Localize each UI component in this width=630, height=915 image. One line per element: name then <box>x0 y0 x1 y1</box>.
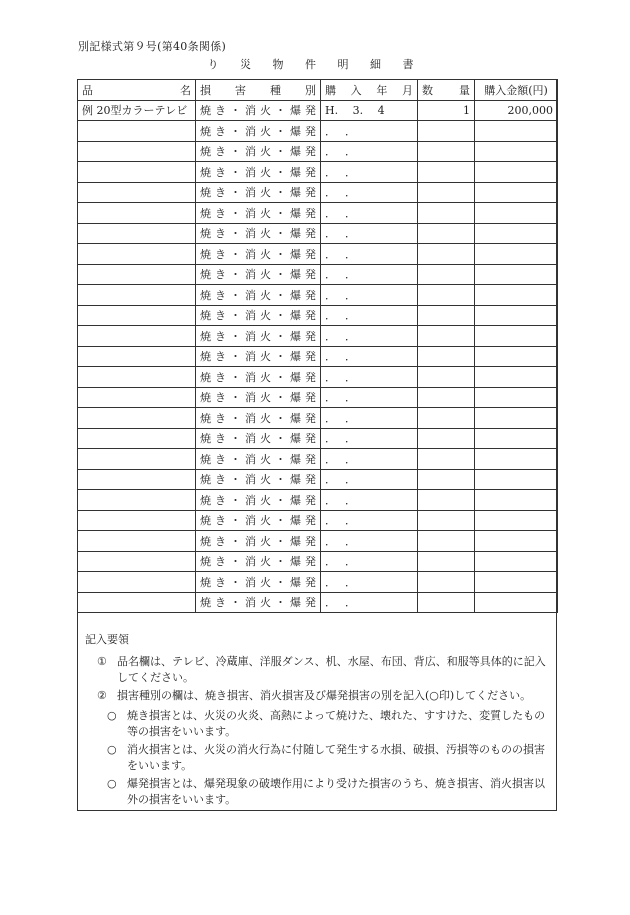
amount-cell[interactable] <box>475 326 558 347</box>
amount-cell[interactable] <box>475 162 558 183</box>
amount-cell[interactable] <box>475 551 558 572</box>
item-name-cell[interactable] <box>78 387 196 408</box>
damage-type-cell[interactable]: 焼き・消火・爆発 <box>196 285 321 306</box>
amount-cell[interactable] <box>475 367 558 388</box>
item-name-cell[interactable] <box>78 469 196 490</box>
purchase-date-cell[interactable]: ． ． <box>321 387 418 408</box>
damage-type-cell[interactable]: 焼き・消火・爆発 <box>196 244 321 265</box>
example-row <box>78 100 558 121</box>
item-name-cell[interactable] <box>78 285 196 306</box>
quantity-cell[interactable] <box>418 244 475 265</box>
entry-row <box>78 182 558 203</box>
damage-type-cell[interactable]: 焼き・消火・爆発 <box>196 531 321 552</box>
amount-cell[interactable] <box>475 387 558 408</box>
amount-cell[interactable] <box>475 182 558 203</box>
amount-cell[interactable] <box>475 264 558 285</box>
amount-cell[interactable] <box>475 469 558 490</box>
item-name-cell[interactable] <box>78 408 196 429</box>
item-name-cell[interactable] <box>78 162 196 183</box>
header-purchase-amount: 購入金額(円) <box>475 80 558 101</box>
entry-row <box>78 367 558 388</box>
purchase-date-cell[interactable]: ． ． <box>321 264 418 285</box>
purchase-date-cell[interactable]: ． ． <box>321 305 418 326</box>
quantity-cell[interactable] <box>418 387 475 408</box>
purchase-date-cell[interactable]: ． ． <box>321 408 418 429</box>
amount-cell[interactable] <box>475 510 558 531</box>
instructions-heading: 記入要領 <box>85 633 129 646</box>
quantity-cell[interactable] <box>418 531 475 552</box>
item-name-cell[interactable] <box>78 551 196 572</box>
quantity-cell[interactable] <box>418 162 475 183</box>
purchase-date-cell[interactable]: ． ． <box>321 244 418 265</box>
damage-type-cell[interactable]: 焼き・消火・爆発 <box>196 572 321 593</box>
purchase-date-cell[interactable]: ． ． <box>321 490 418 511</box>
item-name-cell[interactable] <box>78 510 196 531</box>
quantity-cell[interactable] <box>418 408 475 429</box>
quantity-cell[interactable] <box>418 141 475 162</box>
amount-cell[interactable] <box>475 449 558 470</box>
item-name-cell[interactable] <box>78 203 196 224</box>
item-name-cell[interactable] <box>78 182 196 203</box>
example-quantity: 1 <box>418 100 475 121</box>
item-name-cell[interactable] <box>78 244 196 265</box>
header-purchase-date: 購入年月 <box>321 80 418 101</box>
purchase-date-cell[interactable]: ． ． <box>321 285 418 306</box>
purchase-date-cell[interactable]: ． ． <box>321 367 418 388</box>
amount-cell[interactable] <box>475 346 558 367</box>
quantity-cell[interactable] <box>418 182 475 203</box>
quantity-cell[interactable] <box>418 551 475 572</box>
amount-cell[interactable] <box>475 285 558 306</box>
damage-type-cell[interactable]: 焼き・消火・爆発 <box>196 346 321 367</box>
amount-cell[interactable] <box>475 305 558 326</box>
item-name-cell[interactable] <box>78 223 196 244</box>
entry-row <box>78 428 558 449</box>
entry-row <box>78 408 558 429</box>
quantity-cell[interactable] <box>418 305 475 326</box>
damage-type-cell[interactable]: 焼き・消火・爆発 <box>196 326 321 347</box>
item-name-cell[interactable] <box>78 326 196 347</box>
entry-row <box>78 264 558 285</box>
item-name-cell[interactable] <box>78 449 196 470</box>
quantity-cell[interactable] <box>418 203 475 224</box>
instruction-marker: ② <box>97 689 107 702</box>
entry-row <box>78 387 558 408</box>
amount-cell[interactable] <box>475 428 558 449</box>
amount-cell[interactable] <box>475 141 558 162</box>
quantity-cell[interactable] <box>418 592 475 613</box>
purchase-date-cell[interactable]: ． ． <box>321 141 418 162</box>
damage-type-cell[interactable]: 焼き・消火・爆発 <box>196 141 321 162</box>
instruction-text: 品名欄は、テレビ、冷蔵庫、洋服ダンス、机、水屋、布団、背広、和服等具体的に記入 してください。 <box>117 655 546 684</box>
instruction-marker: ○ <box>107 743 117 756</box>
purchase-date-cell[interactable]: ． ． <box>321 428 418 449</box>
quantity-cell[interactable] <box>418 121 475 142</box>
purchase-date-cell[interactable]: ． ． <box>321 346 418 367</box>
instruction-text: 損害種別の欄は、焼き損害、消火損害及び爆発損害の別を記入(○印)してください。 <box>117 689 532 702</box>
quantity-cell[interactable] <box>418 449 475 470</box>
purchase-date-cell[interactable]: ． ． <box>321 162 418 183</box>
amount-cell[interactable] <box>475 572 558 593</box>
entry-row <box>78 244 558 265</box>
entry-row <box>78 121 558 142</box>
entry-row <box>78 162 558 183</box>
purchase-date-cell[interactable]: ． ． <box>321 203 418 224</box>
item-name-cell[interactable] <box>78 531 196 552</box>
purchase-date-cell[interactable]: ． ． <box>321 572 418 593</box>
damage-type-cell[interactable]: 焼き・消火・爆発 <box>196 367 321 388</box>
entry-row <box>78 141 558 162</box>
purchase-date-cell[interactable]: ． ． <box>321 223 418 244</box>
item-name-cell[interactable] <box>78 490 196 511</box>
entry-row <box>78 469 558 490</box>
amount-cell[interactable] <box>475 408 558 429</box>
amount-cell[interactable] <box>475 244 558 265</box>
table-header-row <box>78 80 558 101</box>
quantity-cell[interactable] <box>418 367 475 388</box>
amount-cell[interactable] <box>475 121 558 142</box>
item-name-cell[interactable] <box>78 592 196 613</box>
quantity-cell[interactable] <box>418 510 475 531</box>
entry-row <box>78 490 558 511</box>
damaged-items-table <box>77 79 558 613</box>
entry-row <box>78 551 558 572</box>
damage-type-cell[interactable]: 焼き・消火・爆発 <box>196 223 321 244</box>
purchase-date-cell[interactable]: ． ． <box>321 551 418 572</box>
example-amount: 200,000 <box>475 100 558 121</box>
header-item-name: 品名 <box>78 80 196 101</box>
entry-row <box>78 326 558 347</box>
damage-type-cell[interactable]: 焼き・消火・爆発 <box>196 305 321 326</box>
damage-type-cell[interactable]: 焼き・消火・爆発 <box>196 428 321 449</box>
purchase-date-cell[interactable]: ． ． <box>321 510 418 531</box>
damage-type-cell[interactable]: 焼き・消火・爆発 <box>196 203 321 224</box>
header-quantity: 数量 <box>418 80 475 101</box>
form-reference: 別記様式第９号(第40条関係) <box>78 40 227 53</box>
damage-type-cell[interactable]: 焼き・消火・爆発 <box>196 162 321 183</box>
item-name-cell[interactable] <box>78 141 196 162</box>
entry-row <box>78 531 558 552</box>
quantity-cell[interactable] <box>418 572 475 593</box>
quantity-cell[interactable] <box>418 469 475 490</box>
quantity-cell[interactable] <box>418 285 475 306</box>
item-name-cell[interactable] <box>78 367 196 388</box>
example-purchase-date: H. 3. 4 <box>321 100 418 121</box>
purchase-date-cell[interactable]: ． ． <box>321 182 418 203</box>
entry-row <box>78 305 558 326</box>
purchase-date-cell[interactable]: ． ． <box>321 531 418 552</box>
instruction-marker: ○ <box>107 777 117 790</box>
entry-row <box>78 285 558 306</box>
damage-type-cell[interactable]: 焼き・消火・爆発 <box>196 510 321 531</box>
item-name-cell[interactable] <box>78 121 196 142</box>
example-damage-type: 焼き・消火・爆発 <box>196 100 321 121</box>
instruction-text: 焼き損害とは、火災の火炎、高熱によって焼けた、壊れた、すすけた、変質したもの 等の損害をいいます。 <box>127 709 546 738</box>
amount-cell[interactable] <box>475 531 558 552</box>
entry-row <box>78 346 558 367</box>
amount-cell[interactable] <box>475 203 558 224</box>
damage-type-cell[interactable]: 焼き・消火・爆発 <box>196 264 321 285</box>
item-name-cell[interactable] <box>78 428 196 449</box>
item-name-cell[interactable] <box>78 346 196 367</box>
entry-row <box>78 449 558 470</box>
quantity-cell[interactable] <box>418 346 475 367</box>
damage-type-cell[interactable]: 焼き・消火・爆発 <box>196 387 321 408</box>
damage-type-cell[interactable]: 焼き・消火・爆発 <box>196 449 321 470</box>
damage-type-cell[interactable]: 焼き・消火・爆発 <box>196 551 321 572</box>
quantity-cell[interactable] <box>418 264 475 285</box>
instruction-text: 消火損害とは、火災の消火行為に付随して発生する水損、破損、汚損等のものの損害 をいいます。 <box>127 743 545 772</box>
entry-row <box>78 223 558 244</box>
damage-type-cell[interactable]: 焼き・消火・爆発 <box>196 592 321 613</box>
purchase-date-cell[interactable]: ． ． <box>321 469 418 490</box>
instruction-text: 爆発損害とは、爆発現象の破壊作用により受けた損害のうち、焼き損害、消火損害以 外の損害をいいます。 <box>127 777 545 806</box>
item-name-cell[interactable] <box>78 305 196 326</box>
purchase-date-cell[interactable]: ． ． <box>321 121 418 142</box>
quantity-cell[interactable] <box>418 326 475 347</box>
damage-type-cell[interactable]: 焼き・消火・爆発 <box>196 408 321 429</box>
amount-cell[interactable] <box>475 223 558 244</box>
quantity-cell[interactable] <box>418 490 475 511</box>
entry-row <box>78 572 558 593</box>
quantity-cell[interactable] <box>418 428 475 449</box>
item-name-cell[interactable] <box>78 572 196 593</box>
amount-cell[interactable] <box>475 592 558 613</box>
amount-cell[interactable] <box>475 490 558 511</box>
document-title: り 災 物 件 明 細 書 <box>207 58 423 71</box>
example-item-name: 例 20型カラーテレビ <box>78 100 196 121</box>
instruction-marker: ① <box>97 655 107 668</box>
damage-type-cell[interactable]: 焼き・消火・爆発 <box>196 490 321 511</box>
instruction-marker: ○ <box>107 709 117 722</box>
damage-type-cell[interactable]: 焼き・消火・爆発 <box>196 469 321 490</box>
purchase-date-cell[interactable]: ． ． <box>321 449 418 470</box>
entry-row <box>78 510 558 531</box>
quantity-cell[interactable] <box>418 223 475 244</box>
damage-type-cell[interactable]: 焼き・消火・爆発 <box>196 121 321 142</box>
entry-row <box>78 592 558 613</box>
purchase-date-cell[interactable]: ． ． <box>321 592 418 613</box>
damage-type-cell[interactable]: 焼き・消火・爆発 <box>196 182 321 203</box>
entry-row <box>78 203 558 224</box>
header-damage-type: 損害種別 <box>196 80 321 101</box>
purchase-date-cell[interactable]: ． ． <box>321 326 418 347</box>
item-name-cell[interactable] <box>78 264 196 285</box>
